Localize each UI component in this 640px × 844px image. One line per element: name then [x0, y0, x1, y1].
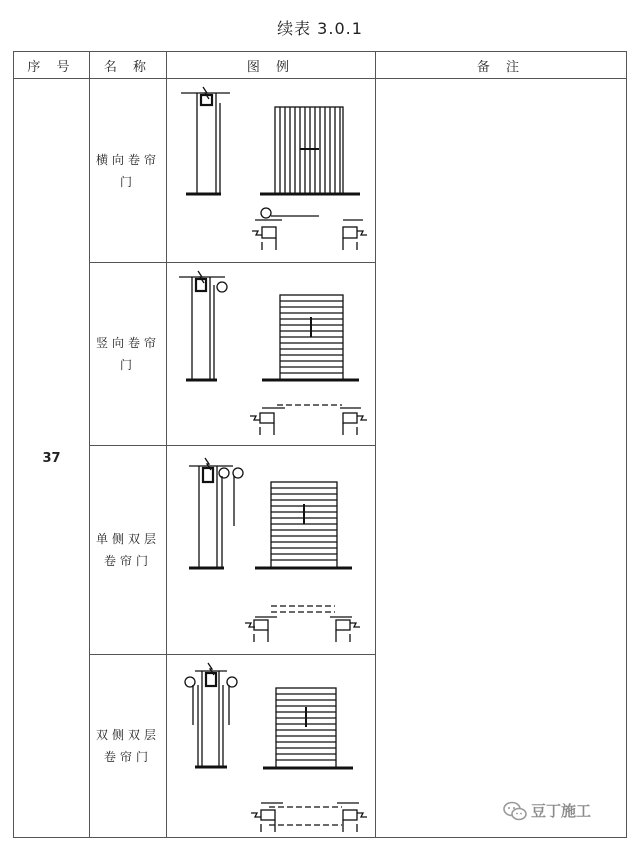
- table-title: 续表 3.0.1: [277, 19, 363, 38]
- single-side-double-rolling-door-symbol: [167, 446, 376, 654]
- wechat-icon: [503, 801, 527, 821]
- door-name: 竖向卷帘门: [90, 263, 167, 446]
- legend-figure: [167, 263, 376, 446]
- notes-cell: [376, 79, 627, 838]
- header-notes: 备 注: [376, 52, 627, 79]
- header-name: 名 称: [90, 52, 167, 79]
- horizontal-rolling-door-symbol: [167, 79, 376, 262]
- door-name: 双侧双层卷帘门: [90, 655, 167, 838]
- door-name: 单侧双层卷帘门: [90, 446, 167, 655]
- vertical-rolling-door-symbol: [167, 263, 376, 445]
- watermark: [503, 800, 591, 821]
- table-row: [14, 79, 627, 263]
- door-name: 横向卷帘门: [90, 79, 167, 263]
- header-seq: 序 号: [14, 52, 90, 79]
- group-number: 37: [14, 79, 90, 838]
- double-side-double-rolling-door-symbol: [167, 655, 376, 837]
- watermark-text: 豆丁施工: [531, 802, 592, 820]
- legend-figure: [167, 446, 376, 655]
- header-row: [14, 52, 627, 79]
- legend-table: [13, 51, 627, 838]
- header-legend: 图 例: [167, 52, 376, 79]
- legend-figure: [167, 79, 376, 263]
- legend-figure: [167, 655, 376, 838]
